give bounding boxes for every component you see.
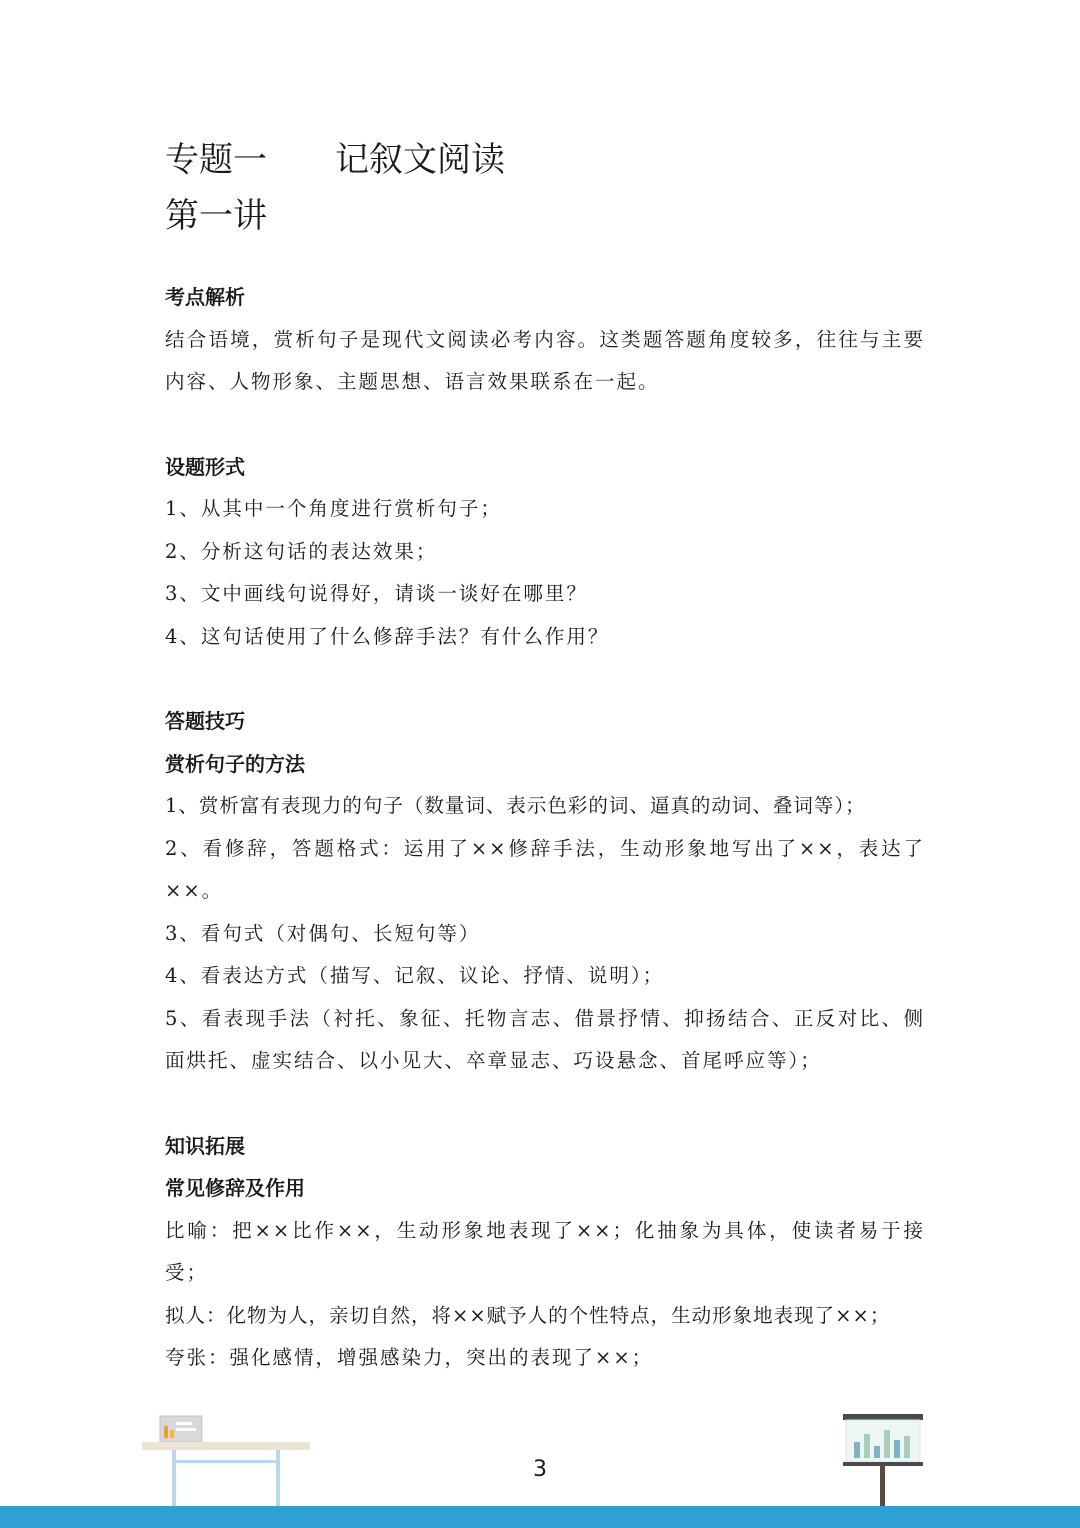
page-title <box>165 138 925 182</box>
lecture-title: 第一讲 <box>165 196 267 236</box>
topic-name: 记叙文阅读 <box>335 140 505 180</box>
list-item: 2、分析这句话的表达效果； <box>165 539 438 563</box>
page-content <box>165 138 925 1380</box>
page-number: 3 <box>533 1457 547 1482</box>
list-item: 1、赏析富有表现力的句子（数量词、表示色彩的词、逼真的动词、叠词等）； <box>165 794 866 817</box>
list-item: 2、看修辞，答题格式：运用了××修辞手法，生动形象地写出了××，表达了××。 <box>165 836 925 902</box>
list-item: 4、这句话使用了什么修辞手法？有什么作用？ <box>165 624 610 648</box>
list-item: 夸张：强化感情，增强感染力，突出的表现了××； <box>165 1346 654 1369</box>
list-item: 3、看句式（对偶句、长短句等） <box>165 921 481 945</box>
footer-bar <box>0 1506 1080 1528</box>
topic-label: 专题一 <box>165 140 267 180</box>
section-kaodian <box>165 276 925 404</box>
section-heading: 设题形式 <box>165 454 245 479</box>
section-heading: 知识拓展 <box>165 1133 245 1158</box>
section-tuozhan <box>165 1125 925 1380</box>
list-item: 1、从其中一个角度进行赏析句子； <box>165 497 502 520</box>
list-item: 4、看表达方式（描写、记叙、议论、抒情、说明）； <box>165 964 665 987</box>
section-subheading: 赏析句子的方法 <box>165 751 305 776</box>
list-item: 比喻：把××比作××，生动形象地表现了××；化抽象为具体，使读者易于接受； <box>165 1218 925 1284</box>
list-item: 5、看表现手法（衬托、象征、托物言志、借景抒情、抑扬结合、正反对比、侧面烘托、虚实结合、以小见大、卒章显志、巧设悬念、首尾呼应等）； <box>165 1006 925 1072</box>
section-heading: 考点解析 <box>165 285 245 309</box>
list-item: 拟人：化物为人，亲切自然，将××赋予人的个性特点，生动形象地表现了××； <box>165 1303 891 1327</box>
section-sheti <box>165 446 925 659</box>
section-jiqiao <box>165 700 925 1083</box>
paragraph: 结合语境，赏析句子是现代文阅读必考内容。这类题答题角度较多，往往与主要内容、人物形象、主题思想、语言效果联系在一起。 <box>165 327 925 393</box>
section-heading: 答题技巧 <box>165 709 245 733</box>
list-item: 3、文中画线句说得好，请谈一谈好在哪里？ <box>165 582 588 605</box>
section-subheading: 常见修辞及作用 <box>165 1176 305 1200</box>
